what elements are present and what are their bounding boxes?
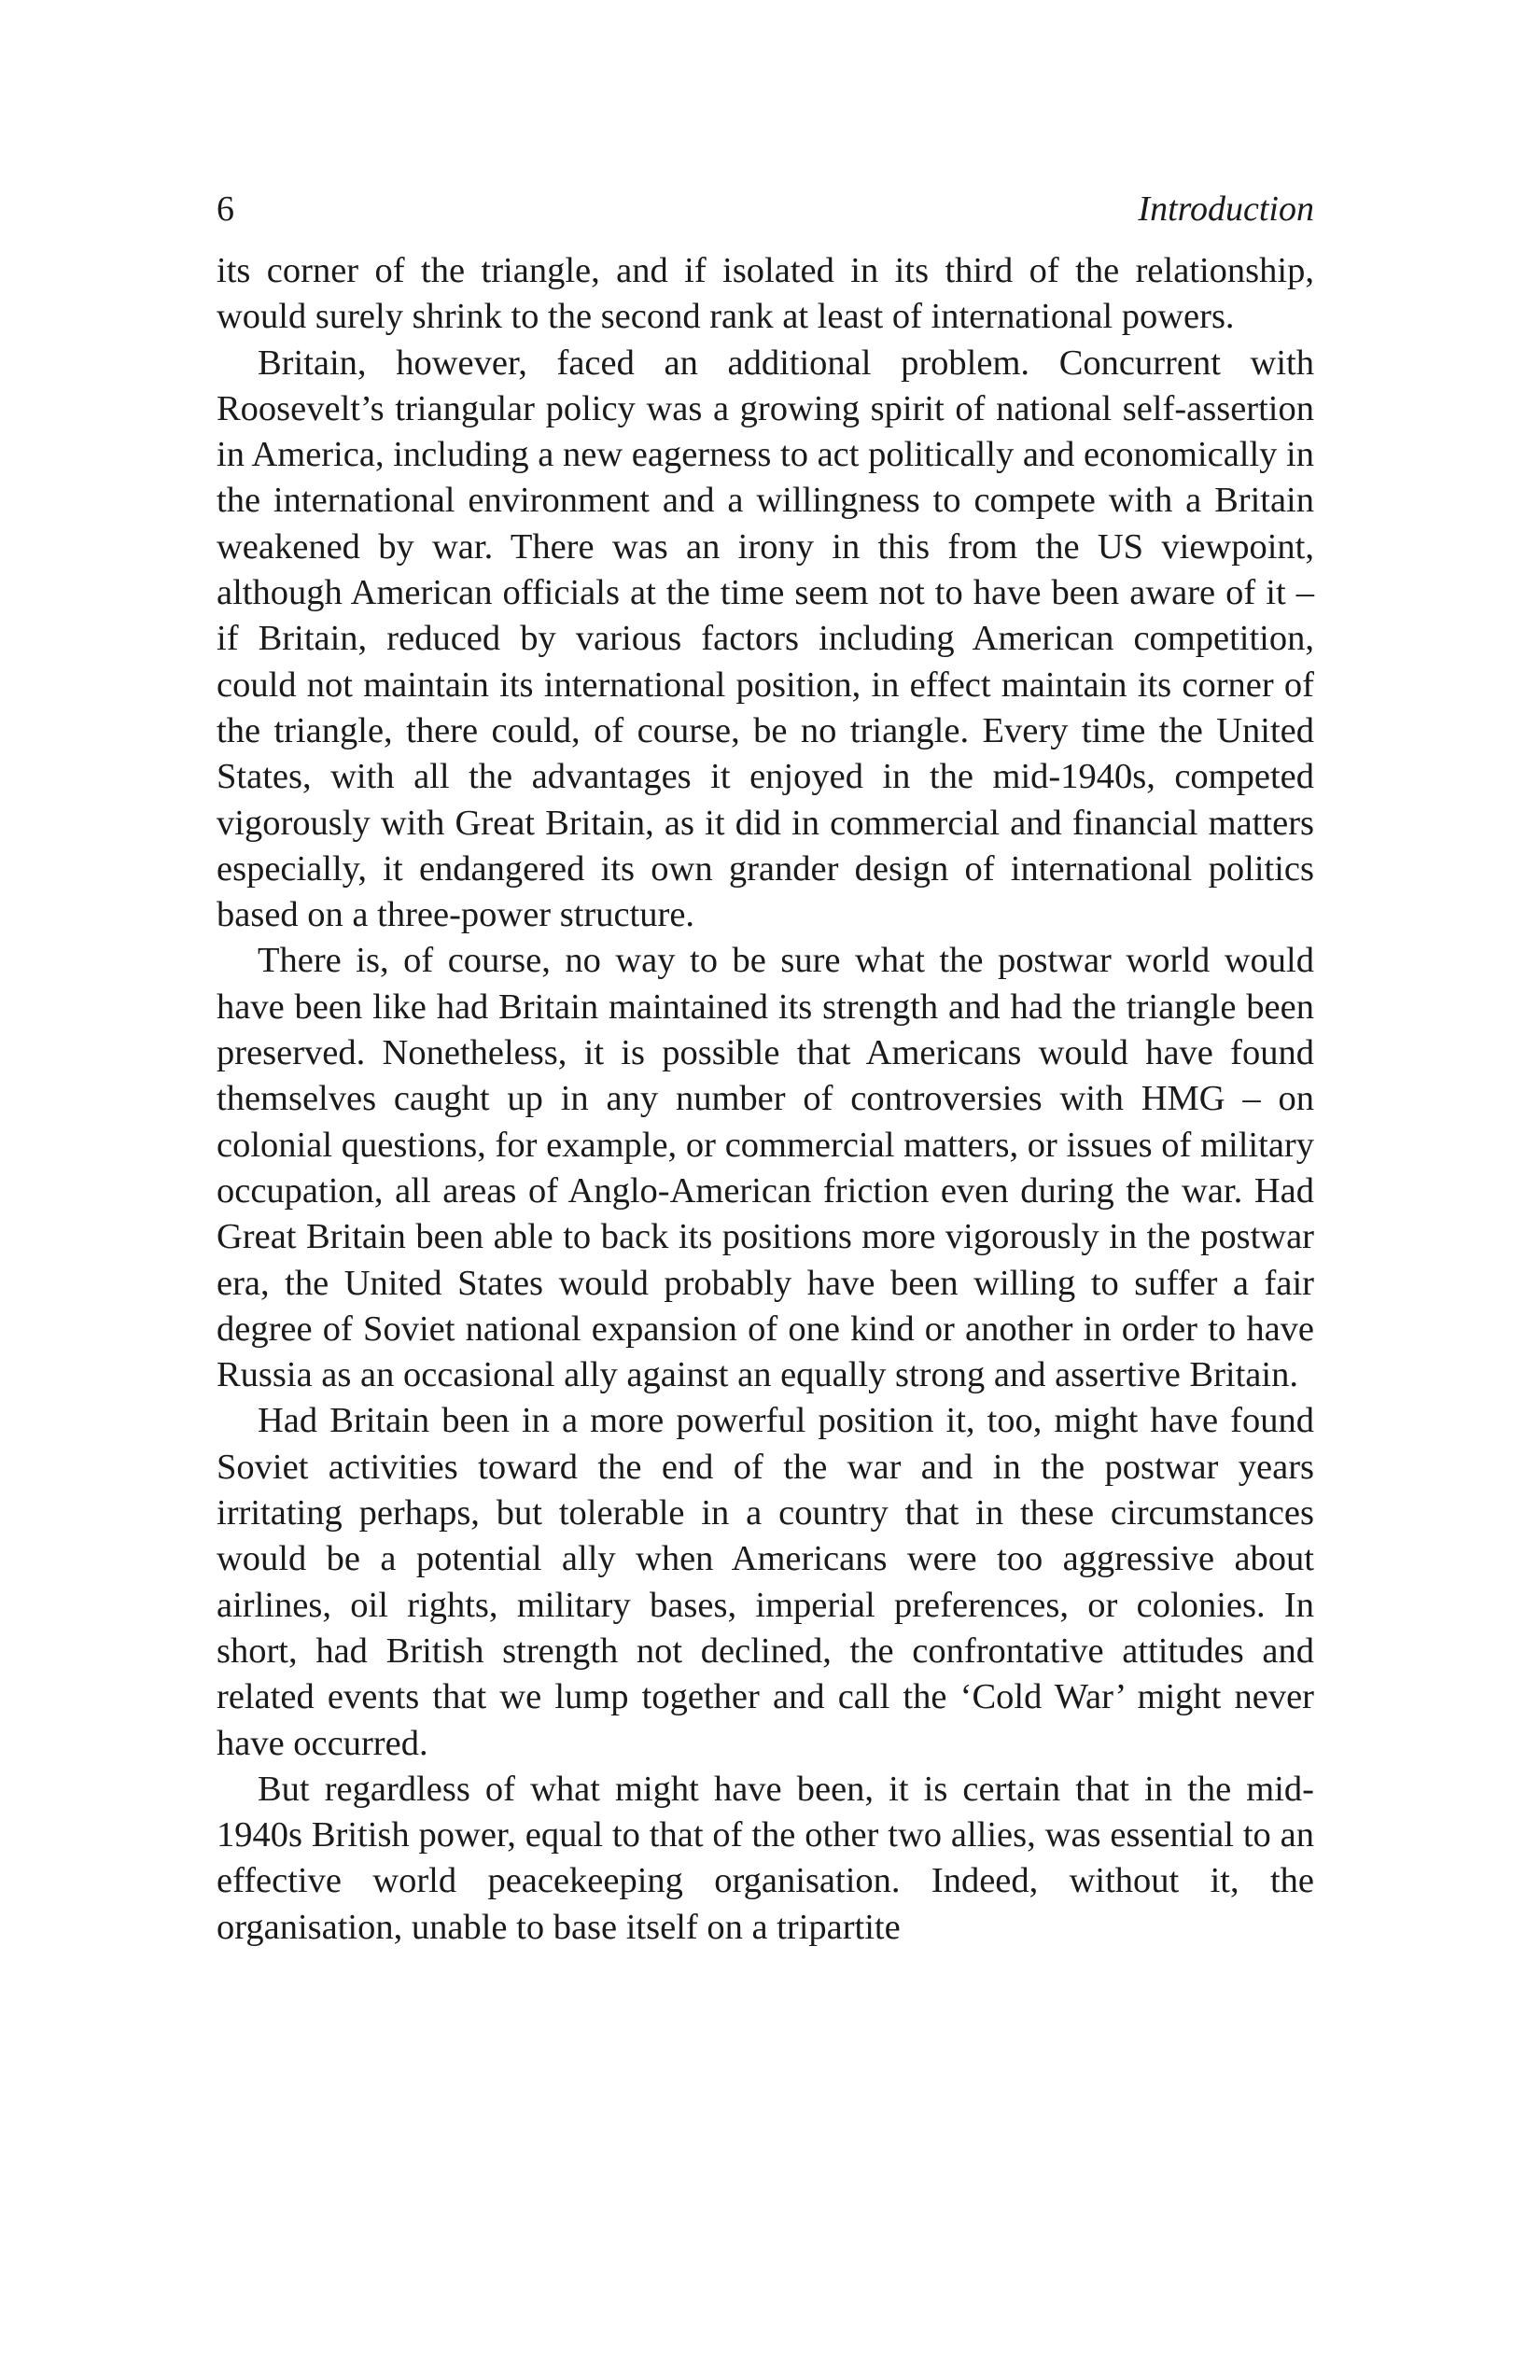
paragraph: Britain, however, faced an additional problem. Concurrent with Roosevelt’s triangular policy was a growing spirit of national self-assertion in America, including a new eagerness to act politically and economically in the international environment and a willingness to compete with a Britain weakened by war. There was an irony in this from the US viewpoint, although American officials at the time seem not to have been aware of it – if Britain, reduced by various factors including American competition, could not maintain its international position, in effect maintain its corner of the triangle, there could, of course, be no triangle. Every time the United States, with all the advantages it enjoyed in the mid-1940s, competed vigorously with Great Britain, as it did in commercial and financial matters especially, it endangered its own grander design of international politics based on a three-power structure. xyxy=(217,343,1314,935)
paragraph-continued: its corner of the triangle, and if isolated in its third of the relationship, would surely shrink to the second rank at least of international powers. xyxy=(217,251,1314,337)
book-page xyxy=(217,187,1314,1951)
paragraph: But regardless of what might have been, it is certain that in the mid-1940s British power, equal to that of the other two allies, was essential to an effective world peacekeeping organisation. Indeed, without it, the organisation, unable to base itself on a tripartite xyxy=(217,1769,1314,1947)
paragraph: Had Britain been in a more powerful position it, too, might have found Soviet activities toward the end of the war and in the postwar years irritating perhaps, but tolerable in a country that in these circumstances would be a potential ally when Americans were too aggressive about airlines, oil rights, military bases, imperial preferences, or colonies. In short, had British strength not declined, the confrontative attitudes and related events that we lump together and call the ‘Cold War’ might never have occurred. xyxy=(217,1401,1314,1763)
paragraph: There is, of course, no way to be sure what the postwar world would have been like had Britain maintained its strength and had the triangle been preserved. Nonetheless, it is possible that Americans would have found themselves caught up in any number of controversies with HMG – on colonial questions, for example, or commercial matters, or issues of military occupation, all areas of Anglo-American friction even during the war. Had Great Britain been able to back its positions more vigorously in the postwar era, the United States would probably have been willing to suffer a fair degree of Soviet national expansion of one kind or another in order to have Russia as an occasional ally against an equally strong and assertive Britain. xyxy=(217,941,1314,1395)
body-text xyxy=(217,248,1314,1951)
section-title: Introduction xyxy=(1138,189,1314,229)
running-head xyxy=(217,187,1314,243)
page-number: 6 xyxy=(217,189,234,229)
